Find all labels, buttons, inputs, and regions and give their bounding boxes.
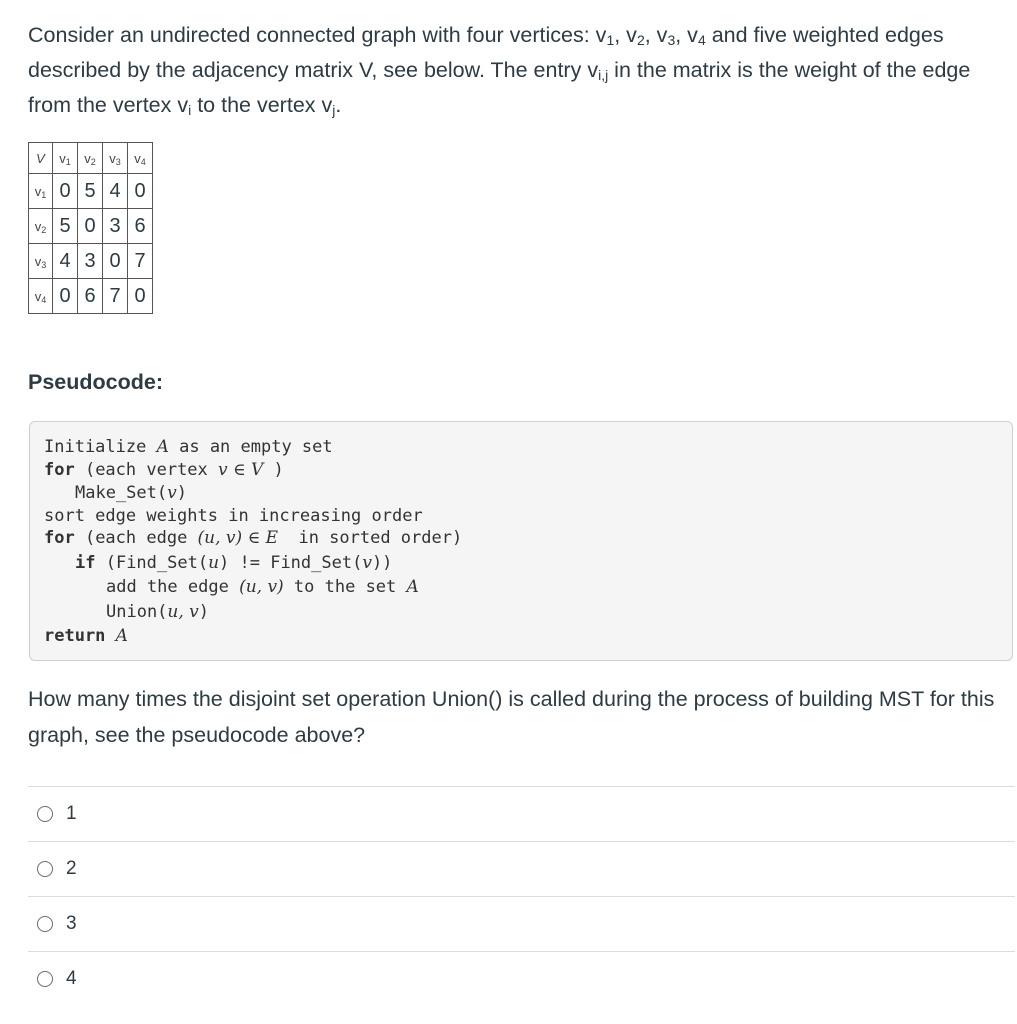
answer-option-2[interactable]	[28, 841, 1015, 896]
matrix-row-header: $v_2$	[29, 209, 53, 244]
radio-button-icon[interactable]	[37, 861, 53, 877]
code-line: Make_Set(v)	[75, 483, 187, 503]
answer-option-3[interactable]	[28, 896, 1015, 951]
matrix-row	[29, 209, 153, 244]
matrix-cell: 4	[53, 244, 78, 279]
radio-button-icon[interactable]	[37, 916, 53, 932]
answer-option-label: 1	[66, 803, 77, 824]
matrix-corner: V	[29, 143, 53, 174]
matrix-cell: 0	[103, 244, 128, 279]
matrix-cell: 5	[53, 209, 78, 244]
answer-option-label: 2	[66, 858, 77, 879]
code-line: add the edge (u, v) to the set A	[106, 577, 419, 597]
adjacency-matrix	[28, 142, 153, 314]
matrix-cell: 4	[103, 174, 128, 209]
matrix-cell: 0	[53, 279, 78, 314]
answer-option-label: 4	[66, 968, 77, 989]
matrix-cell: 5	[78, 174, 103, 209]
matrix-col-header: $v_1$	[53, 143, 78, 174]
answer-option-4[interactable]	[28, 951, 1015, 1006]
pseudocode-block	[29, 421, 1013, 661]
code-line: for (each vertex v ∈ V )	[44, 460, 284, 480]
answer-option-label: 3	[66, 913, 77, 934]
matrix-cell: 0	[128, 174, 153, 209]
matrix-cell: 6	[78, 279, 103, 314]
matrix-row	[29, 244, 153, 279]
matrix-cell: 0	[53, 174, 78, 209]
code-line: if (Find_Set(u) != Find_Set(v))	[75, 553, 393, 573]
matrix-col-header: $v_3$	[103, 143, 128, 174]
code-line: for (each edge (u, v) ∈ E in sorted order)	[44, 528, 463, 548]
matrix-row-header: $v_4$	[29, 279, 53, 314]
matrix-cell: 6	[128, 209, 153, 244]
pseudocode-heading: Pseudocode:	[28, 370, 163, 394]
matrix-row	[29, 174, 153, 209]
matrix-row-header: $v_3$	[29, 244, 53, 279]
code-line: Union(u, v)	[106, 602, 210, 622]
code-line: Initialize A as an empty set	[44, 437, 333, 457]
matrix-col-header: $v_2$	[78, 143, 103, 174]
radio-button-icon[interactable]	[37, 971, 53, 987]
matrix-cell: 3	[103, 209, 128, 244]
radio-button-icon[interactable]	[37, 806, 53, 822]
code-line: return A	[44, 626, 128, 646]
question-intro: Consider an undirected connected graph with four vertices: $v_1$, $v_2$, $v_3$, $v_4$ and five weighted edges described by the adjacency matrix V, see below. The entry $v_{i,j}$ in the matrix is the weight of the edge from the vertex $v_i$ to the vertex $v_j$.	[28, 23, 971, 118]
matrix-cell: 7	[128, 244, 153, 279]
matrix-cell: 0	[128, 279, 153, 314]
matrix-row	[29, 279, 153, 314]
question-text: How many times the disjoint set operation Union() is called during the process of building MST for this graph, see the pseudocode above?	[28, 687, 995, 747]
code-line: sort edge weights in increasing order	[44, 506, 423, 526]
matrix-row-header: $v_1$	[29, 174, 53, 209]
matrix-cell: 7	[103, 279, 128, 314]
matrix-cell: 3	[78, 244, 103, 279]
answer-option-1[interactable]	[28, 786, 1015, 841]
matrix-col-header: $v_4$	[128, 143, 153, 174]
matrix-cell: 0	[78, 209, 103, 244]
matrix-header-row	[29, 143, 153, 174]
answer-options	[28, 786, 1015, 1006]
